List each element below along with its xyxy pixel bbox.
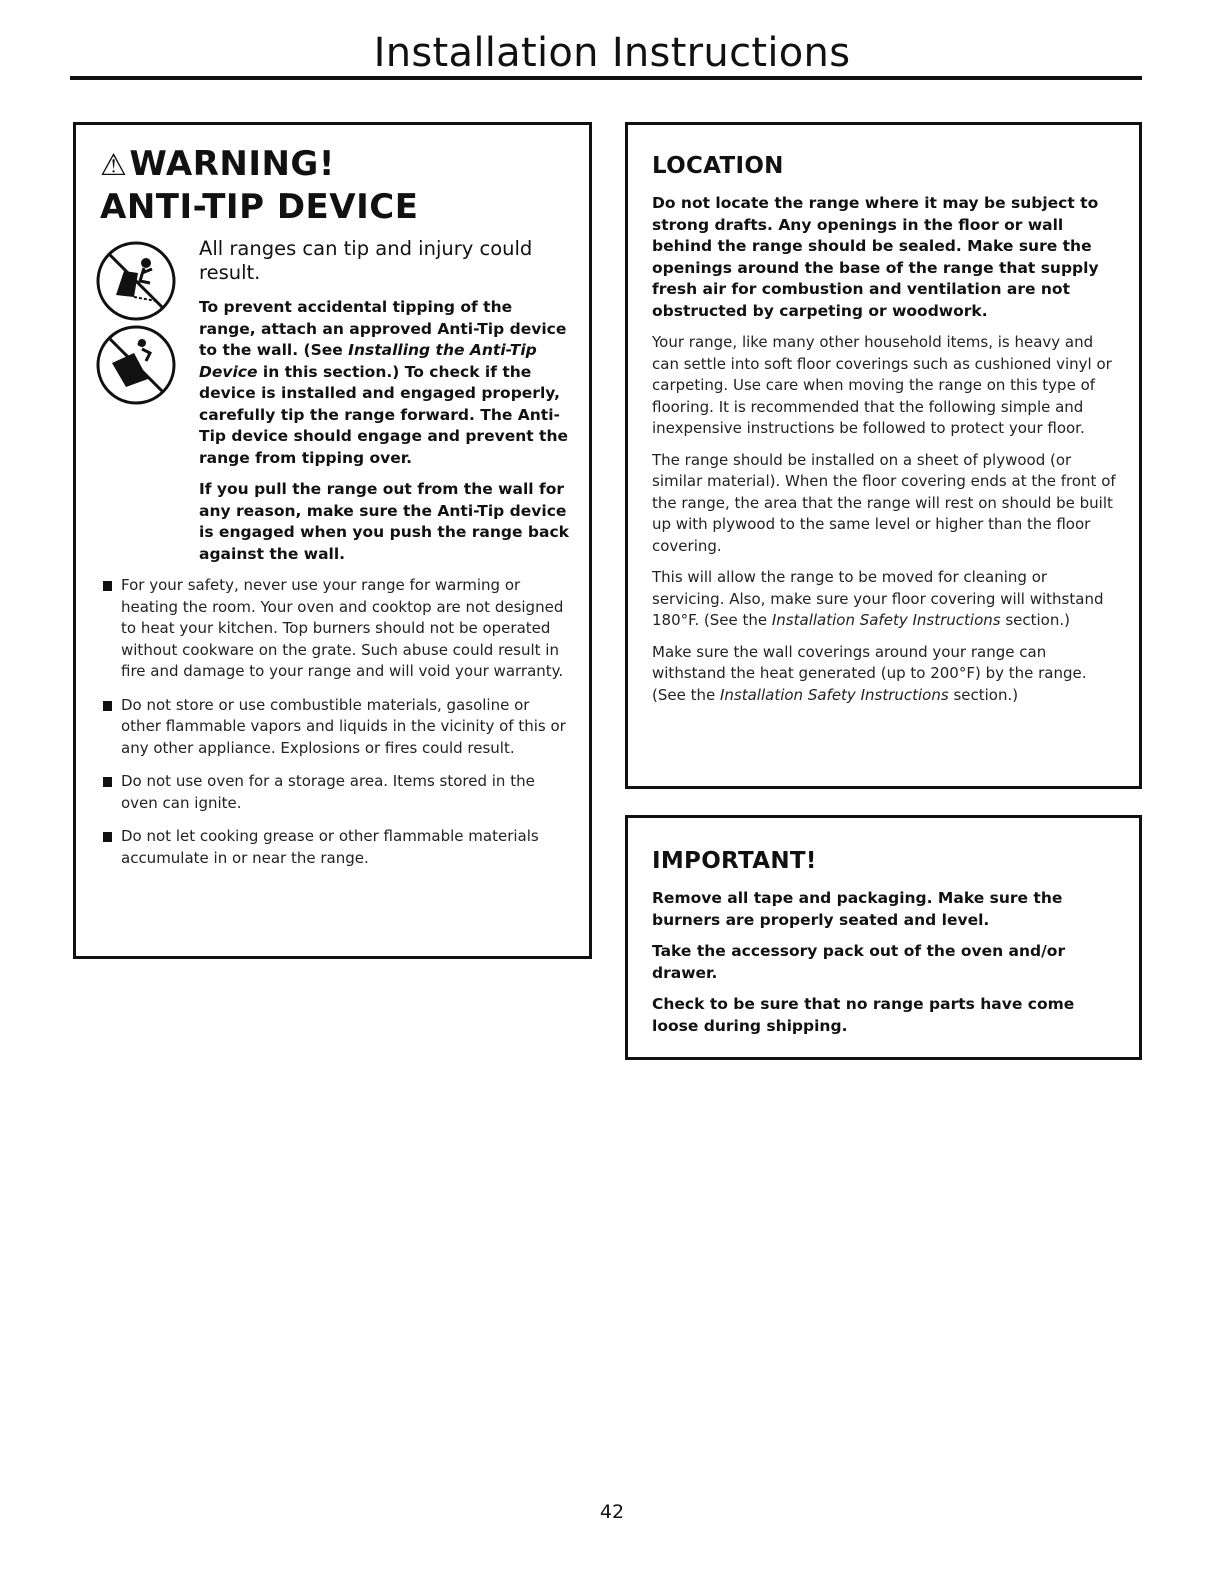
bullet-square-icon <box>103 581 112 591</box>
location-bold-para: Do not locate the range where it may be subject to strong drafts. Any openings in the floor or wall behind the range should be sealed. Make sure the openings around the base of the range that supply fresh air for combustion and ventilation are not obstructed by carpeting or woodwork. <box>652 194 1099 320</box>
warning-icons <box>94 239 190 407</box>
location-para-4-text-2: section.) <box>948 685 1019 704</box>
bullet-square-icon <box>103 701 112 711</box>
list-item <box>100 826 569 869</box>
location-box <box>625 122 1142 789</box>
warning-bullets <box>100 575 569 869</box>
warning-subheading: ANTI-TIP DEVICE <box>100 187 419 227</box>
warning-main <box>100 237 569 565</box>
location-para-3-text-2: section.) <box>1000 611 1070 629</box>
anti-tip-text-2: in this section.) To check if the device is installed and engaged properly, carefully tip the range forward. The Anti-Tip device should engage and prevent the range from tipping over. <box>199 362 569 467</box>
anti-tip-text-1: To prevent accidental tipping of the range, attach an approved Anti-Tip device to the wall. (See <box>199 298 567 359</box>
location-para-4-text-1: Make sure the wall coverings around your range can withstand the heat generated (up to 200°F) by the range. (See the <box>652 642 1087 704</box>
important-para-3: Check to be sure that no range parts have come loose during shipping. <box>652 995 1075 1035</box>
warning-heading <box>100 143 569 187</box>
location-para-3 <box>652 567 1121 632</box>
anti-tip-reference: Installing the Anti-Tip Device <box>199 341 537 381</box>
location-para-3-reference: Installation Safety Instructions <box>771 611 1001 629</box>
location-para-4-reference: Installation Safety Instructions <box>719 685 949 704</box>
anti-tip-instructions <box>199 297 569 469</box>
important-para-2: Take the accessory pack out of the oven and/or drawer. <box>652 942 1066 982</box>
page-number: 42 <box>599 1501 625 1523</box>
bullet-text: Do not use oven for a storage area. Items stored in the oven can ignite. <box>121 772 535 812</box>
location-para-3-text-1: This will allow the range to be moved for cleaning or servicing. Also, make sure your floor covering will withstand 180°F. (See the <box>652 568 1104 629</box>
location-para-2: The range should be installed on a sheet of plywood (or similar material). When the floor covering ends at the front of the range, the area that the range will rest on should be built up with plywood to the same level or higher than the floor covering. <box>652 450 1116 555</box>
bullet-text: Do not let cooking grease or other flammable materials accumulate in or near the range. <box>121 827 539 867</box>
warning-lead: All ranges can tip and injury could result. <box>199 237 533 284</box>
list-item <box>100 695 569 760</box>
important-heading: IMPORTANT! <box>652 848 817 874</box>
no-tip-child-icon <box>94 239 178 323</box>
important-para-1: Remove all tape and packaging. Make sure the burners are properly seated and level. <box>652 889 1063 929</box>
important-box <box>625 815 1142 1060</box>
title-rule <box>70 76 1142 80</box>
no-tip-range-icon <box>94 323 178 407</box>
bullet-text: Do not store or use combustible materials, gasoline or other flammable vapors and liquids in the vicinity of this or any other appliance. Explosions or fires could result. <box>121 695 566 757</box>
bullet-text: For your safety, never use your range for warming or heating the room. Your oven and cooktop are not designed to heat your kitchen. Top burners should not be operated without cookware on the grate. Such abuse could result in fire and damage to your range and will void your warranty. <box>121 576 564 680</box>
list-item <box>100 771 569 814</box>
warning-triangle-icon: ⚠ <box>100 148 128 183</box>
anti-tip-reengage: If you pull the range out from the wall for any reason, make sure the Anti-Tip device is engaged when you push the range back against the wall. <box>199 480 569 563</box>
location-heading: LOCATION <box>652 153 784 179</box>
warning-text <box>199 237 569 565</box>
bullet-square-icon <box>103 777 112 787</box>
bullet-square-icon <box>103 832 112 842</box>
list-item <box>100 575 569 683</box>
location-para-4 <box>652 642 1121 707</box>
location-para-1: Your range, like many other household items, is heavy and can settle into soft floor coverings such as cushioned vinyl or carpeting. Use care when moving the range on this type of flooring. It is recommended that the following simple and inexpensive instructions be followed to protect your floor. <box>652 333 1112 437</box>
page-title: Installation Instructions <box>373 30 851 76</box>
warning-box <box>73 122 592 959</box>
warning-heading-text: WARNING! <box>129 144 335 184</box>
